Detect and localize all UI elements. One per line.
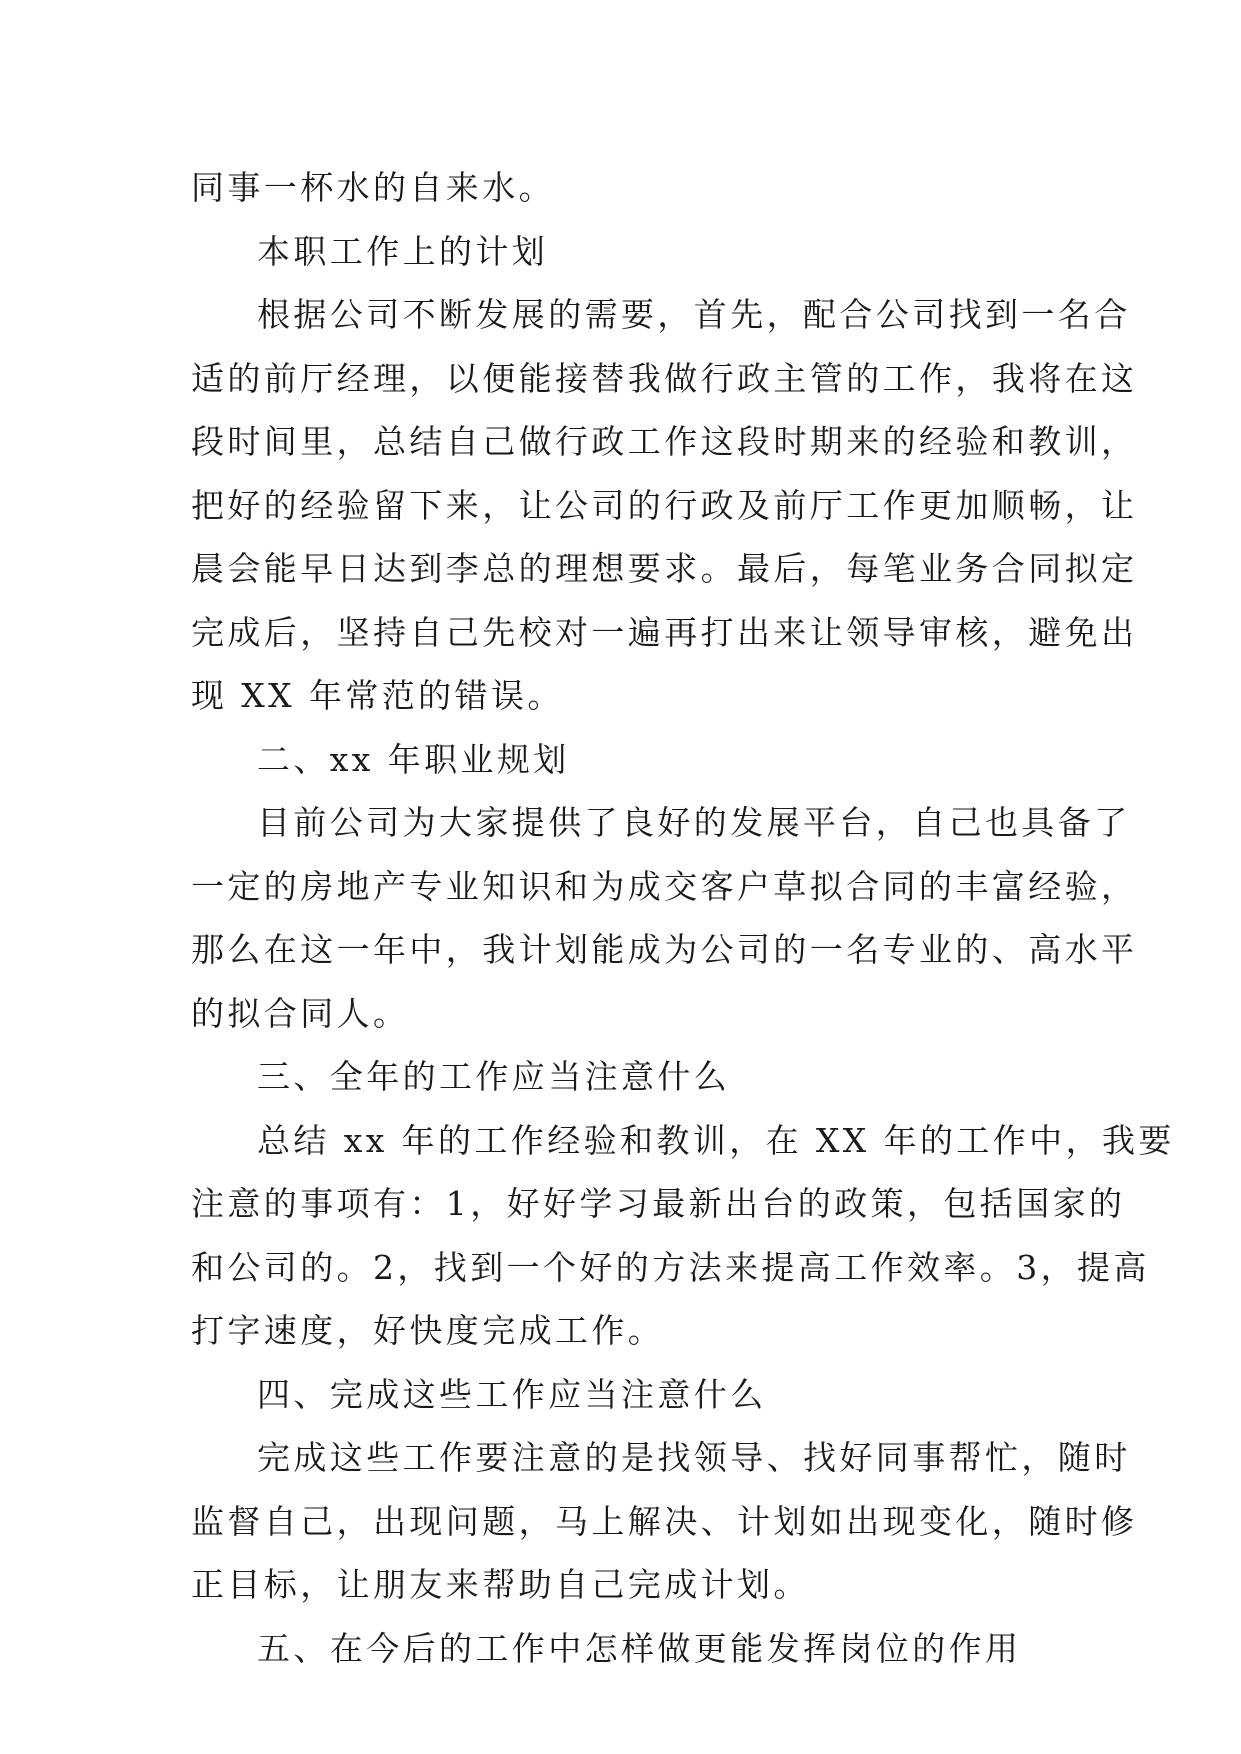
paragraph-line-indented: 二、xx 年职业规划	[257, 739, 570, 779]
paragraph-line: 正目标，让朋友来帮助自己完成计划。	[191, 1565, 810, 1604]
paragraph-line: 把好的经验留下来，让公司的行政及前厅工作更加顺畅，让	[191, 485, 1138, 525]
paragraph-line-indented: 根据公司不断发展的需要，首先，配合公司找到一名合	[257, 295, 1131, 334]
paragraph-line: 那么在这一年中，我计划能成为公司的一名专业的、高水平	[191, 930, 1138, 969]
paragraph-line: 同事一杯水的自来水。	[191, 168, 555, 207]
paragraph-line: 注意的事项有：1，好好学习最新出台的政策，包括国家的	[191, 1184, 1126, 1223]
paragraph-line-indented: 五、在今后的工作中怎样做更能发挥岗位的作用	[257, 1628, 1022, 1668]
paragraph-line: 监督自己，出现问题，马上解决、计划如出现变化，随时修	[191, 1501, 1138, 1541]
paragraph-line: 现 XX 年常范的错误。	[191, 676, 564, 715]
paragraph-line: 段时间里，总结自己做行政工作这段时期来的经验和教训，	[191, 422, 1138, 461]
paragraph-line: 一定的房地产专业知识和为成交客户草拟合同的丰富经验，	[191, 866, 1138, 906]
paragraph-line-indented: 完成这些工作要注意的是找领导、找好同事帮忙，随时	[257, 1438, 1131, 1477]
paragraph-line: 的拟合同人。	[191, 993, 410, 1033]
paragraph-line-indented: 四、完成这些工作应当注意什么	[257, 1374, 767, 1414]
paragraph-line-indented: 目前公司为大家提供了良好的发展平台，自己也具备了	[257, 803, 1131, 842]
paragraph-line: 打字速度，好快度完成工作。	[191, 1311, 665, 1350]
paragraph-line: 晨会能早日达到李总的理想要求。最后，每笔业务合同拟定	[191, 549, 1138, 588]
paragraph-line: 完成后，坚持自己先校对一遍再打出来让领导审核，避免出	[191, 612, 1138, 652]
document-body	[191, 156, 1175, 1680]
paragraph-line: 适的前厅经理，以便能接替我做行政主管的工作，我将在这	[191, 358, 1138, 398]
paragraph-line-indented: 三、全年的工作应当注意什么	[257, 1057, 731, 1096]
paragraph-line: 和公司的。2，找到一个好的方法来提高工作效率。3，提高	[191, 1247, 1150, 1287]
paragraph-line-indented: 本职工作上的计划	[257, 231, 549, 271]
paragraph-line-indented: 总结 xx 年的工作经验和教训，在 XX 年的工作中，我要	[257, 1120, 1175, 1160]
